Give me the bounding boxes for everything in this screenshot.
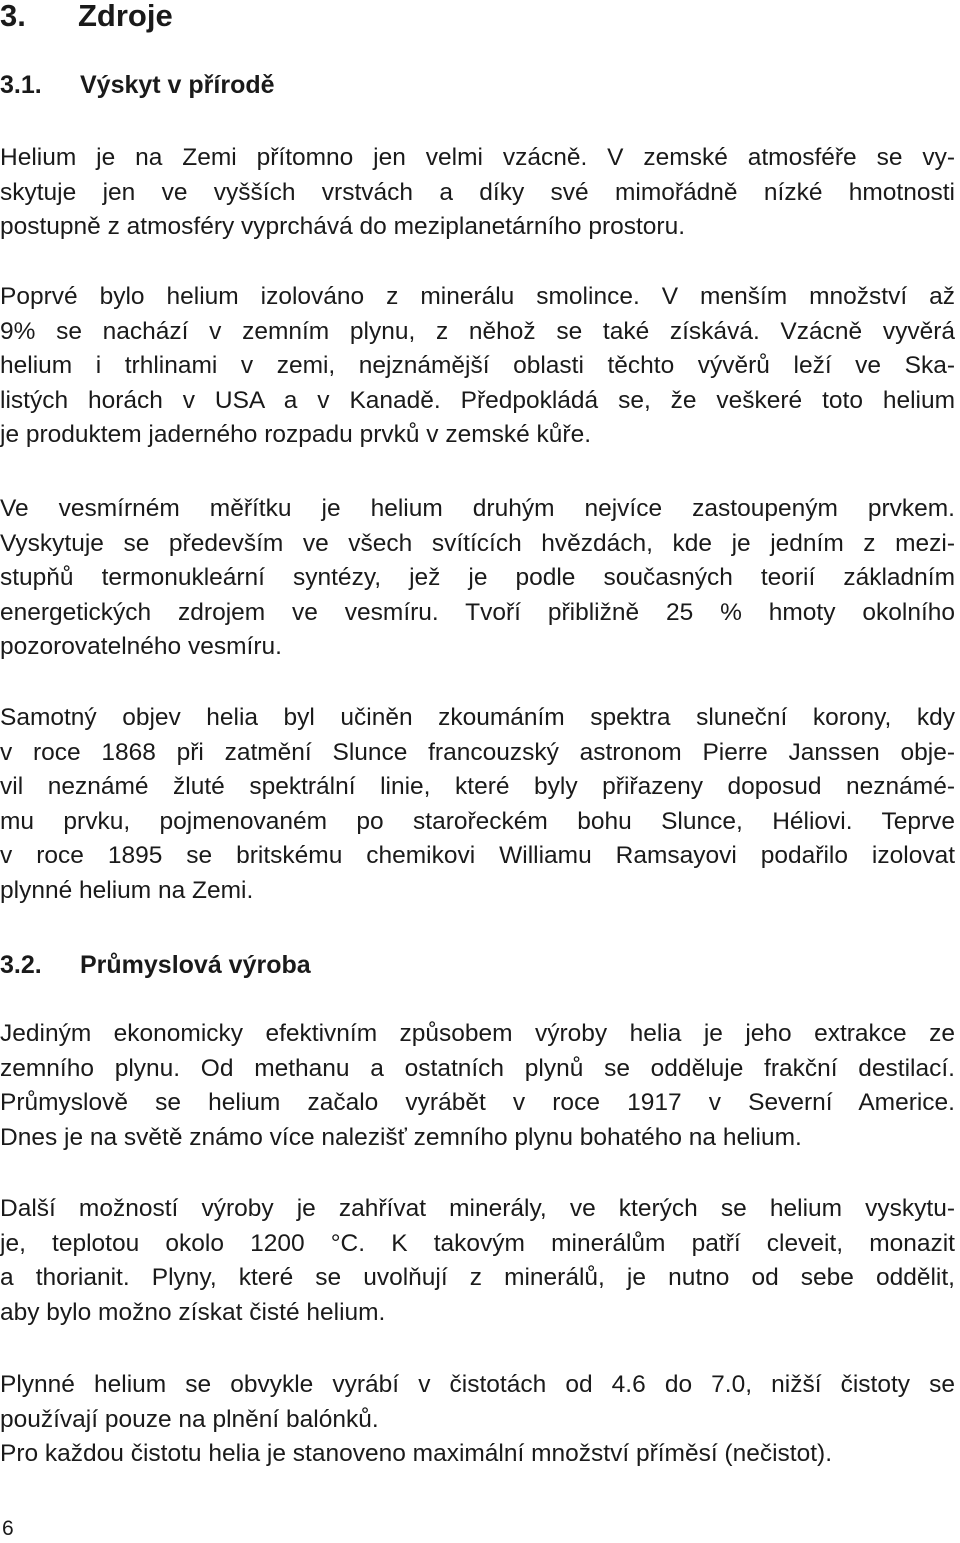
- paragraph-line: listých horách v USA a v Kanadě. Předpokládá se, že veškeré toto helium: [0, 386, 955, 414]
- paragraph-line: je produktem jaderného rozpadu prvků v zemské kůře.: [0, 421, 592, 449]
- paragraph-line: Helium je na Zemi přítomno jen velmi vzácně. V zemské atmosféře se vy-: [0, 144, 955, 171]
- paragraph-line: v roce 1868 při zatmění Slunce francouzský astronom Pierre Janssen obje-: [0, 738, 955, 766]
- subsection-number: 3.2.: [0, 951, 42, 979]
- paragraph-line: Další možností výroby je zahřívat minerály, ve kterých se helium vyskytu-: [0, 1195, 955, 1222]
- paragraph-line: a thorianit. Plyny, které se uvolňují z minerálů, je nutno od sebe oddělit,: [0, 1264, 955, 1292]
- paragraph-line: Pro každou čistotu helia je stanoveno maximální množství příměsí (nečistot).: [0, 1440, 832, 1468]
- paragraph-line: helium i trhlinami v zemi, nejznámější oblasti těchto vývěrů leží ve Ska-: [0, 352, 955, 380]
- paragraph-line: stupňů termonukleární syntézy, jež je podle současných teorií základním: [0, 564, 955, 592]
- paragraph-line: postupně z atmosféry vyprchává do meziplanetárního prostoru.: [0, 213, 686, 241]
- paragraph-line: Plynné helium se obvykle vyrábí v čistotách od 4.6 do 7.0, nižší čistoty se: [0, 1371, 955, 1398]
- subsection-title: Průmyslová výroba: [80, 951, 311, 979]
- paragraph-line: aby bylo možno získat čisté helium.: [0, 1298, 386, 1326]
- paragraph-line: v roce 1895 se britskému chemikovi Williamu Ramsayovi podařilo izolovat: [0, 842, 955, 870]
- paragraph-line: energetických zdrojem ve vesmíru. Tvoří přibližně 25 % hmoty okolního: [0, 598, 955, 626]
- section-title: Zdroje: [78, 0, 173, 33]
- paragraph-line: plynné helium na Zemi.: [0, 876, 254, 904]
- paragraph: [0, 141, 955, 245]
- subsection-heading-3-2: [0, 948, 311, 982]
- paragraph-line: používají pouze na plnění balónků.: [0, 1405, 379, 1433]
- paragraph-line: mu prvku, pojmenovaném po starořeckém bohu Slunce, Héliovi. Teprve: [0, 807, 955, 835]
- subsection-number: 3.1.: [0, 71, 42, 99]
- paragraph: [0, 1017, 955, 1155]
- paragraph: [0, 1368, 955, 1472]
- paragraph-line: zemního plynu. Od methanu a ostatních plynů se odděluje frakční destilací.: [0, 1054, 955, 1082]
- paragraph-line: Samotný objev helia byl učiněn zkoumáním spektra sluneční korony, kdy: [0, 704, 955, 731]
- paragraph-line: 9% se nachází v zemním plynu, z něhož se také získává. Vzácně vyvěrá: [0, 317, 955, 345]
- paragraph-line: Dnes je na světě známo více nalezišť zemního plynu bohatého na helium.: [0, 1123, 802, 1151]
- paragraph-line: Ve vesmírném měřítku je helium druhým nejvíce zastoupeným prvkem.: [0, 495, 955, 522]
- paragraph: [0, 701, 955, 909]
- page-number: 6: [2, 1517, 14, 1540]
- paragraph-line: skytuje jen ve vyšších vrstvách a díky své mimořádně nízké hmotnosti: [0, 178, 955, 206]
- paragraph-line: pozorovatelného vesmíru.: [0, 633, 282, 661]
- paragraph-line: Průmyslově se helium začalo vyrábět v roce 1917 v Severní Americe.: [0, 1089, 955, 1117]
- paragraph-line: vil neznámé žluté spektrální linie, které byly přiřazeny doposud neznámé-: [0, 773, 955, 801]
- section-number: 3.: [0, 0, 26, 33]
- subsection-heading-3-1: [0, 68, 275, 102]
- paragraph-line: Poprvé bylo helium izolováno z minerálu smolince. V menším množství až: [0, 283, 955, 310]
- paragraph-line: Vyskytuje se především ve všech svítících hvězdách, kde je jedním z mezi-: [0, 529, 955, 557]
- paragraph: [0, 1192, 955, 1330]
- paragraph-line: Jediným ekonomicky efektivním způsobem výroby helia je jeho extrakce ze: [0, 1020, 955, 1047]
- paragraph: [0, 280, 955, 453]
- subsection-title: Výskyt v přírodě: [80, 71, 275, 99]
- section-heading: [0, 0, 173, 38]
- paragraph-line: je, teplotou okolo 1200 °C. K takovým minerálům patří cleveit, monazit: [0, 1229, 955, 1257]
- paragraph: [0, 492, 955, 665]
